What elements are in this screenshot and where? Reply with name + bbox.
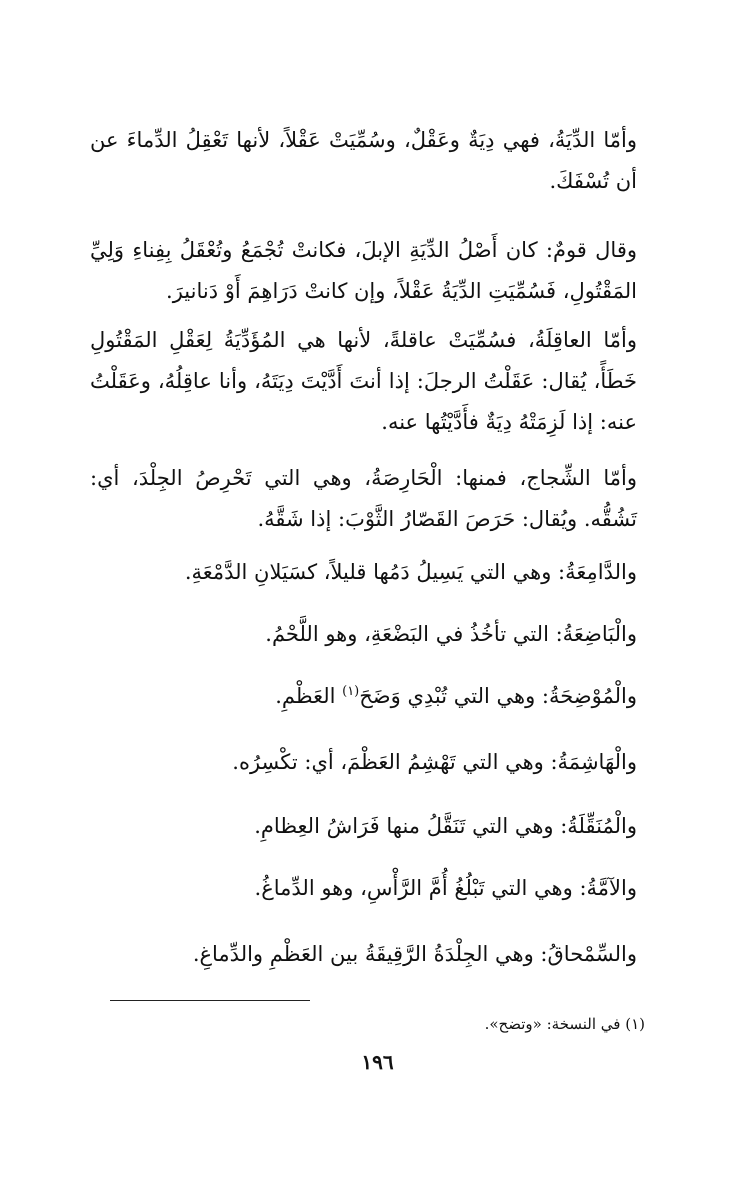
line-amma: والآمَّةُ: وهي التي تَبْلُغُ أُمَّ الرَّأْسِ، وهو الدِّماغُ. <box>254 876 637 900</box>
paragraph-aqila: وأمّا العاقِلَةُ، فسُمِّيَتْ عاقلةً، لأنها هي المُؤَدِّيَةُ لِعَقْلِ المَقْتُولِ خَطَأً، يُقال: عَقَلْتُ الرجلَ: إذا أنتَ أَدَّيْتَ دِيَتَهُ، وأنا عاقِلُهُ، وعَقَلْتُ عنه: إذا لَزِمَتْهُ دِيَةٌ فأَدَّيْتُها عنه. <box>90 328 637 434</box>
page-number: ١٩٦ <box>361 1050 394 1074</box>
footnote: (١) في النسخة: «وتضح». <box>484 1015 645 1033</box>
line-mudiha <box>90 676 667 717</box>
line-simhaq: والسِّمْحاقُ: وهي الجِلْدَةُ الرَّقِيقَةُ بين العَظْمِ والدِّماغِ. <box>192 942 637 966</box>
line-badia: والْبَاضِعَةُ: التي تأخُذُ في البَضْعَةِ، وهو اللَّحْمُ. <box>265 622 637 646</box>
paragraph-qawm: وقال قومٌ: كان أَصْلُ الدِّيَةِ الإبلَ، فكانتْ تُجْمَعُ وتُعْقَلُ بِفِناءِ وَلِيِّ المَقْتُولِ، فَسُمِّيَتِ الدِّيَةُ عَقْلاً، وإن كانتْ دَرَاهِمَ أَوْ دَنانيرَ. <box>90 238 637 303</box>
line-damia: والدَّامِعَةُ: وهي التي يَسِيلُ دَمُها قليلاً، كسَيَلانِ الدَّمْعَةِ. <box>184 560 637 584</box>
line-mudiha-tail: العَظْمِ. <box>275 684 343 708</box>
line-mudiha-text: والْمُوْضِحَةُ: وهي التي تُبْدِي وَضَحَ <box>359 684 637 708</box>
paragraph-diya: وأمّا الدِّيَةُ، فهي دِيَةٌ وعَقْلٌ، وسُمِّيَتْ عَقْلاً، لأنها تَعْقِلُ الدِّماءَ عن أن تُسْفَكَ. <box>90 128 637 193</box>
footnote-marker: (١) <box>342 684 360 699</box>
line-munaqqila: والْمُنَقِّلَةُ: وهي التي تَنَقَّلُ منها فَرَاشُ العِظامِ. <box>254 814 637 838</box>
paragraph-shijaj: وأمّا الشِّجاج، فمنها: الْحَارِصَةُ، وهي التي تَحْرِصُ الجِلْدَ، أي: تَشُقُّه. ويُقال: حَرَصَ القَصّارُ الثَّوْبَ: إذا شَقَّهُ. <box>90 466 637 531</box>
line-hashima: والْهَاشِمَةُ: وهي التي تَهْشِمُ العَظْمَ، أي: تكْسِرُه. <box>232 750 637 774</box>
footnote-separator <box>110 1000 310 1001</box>
